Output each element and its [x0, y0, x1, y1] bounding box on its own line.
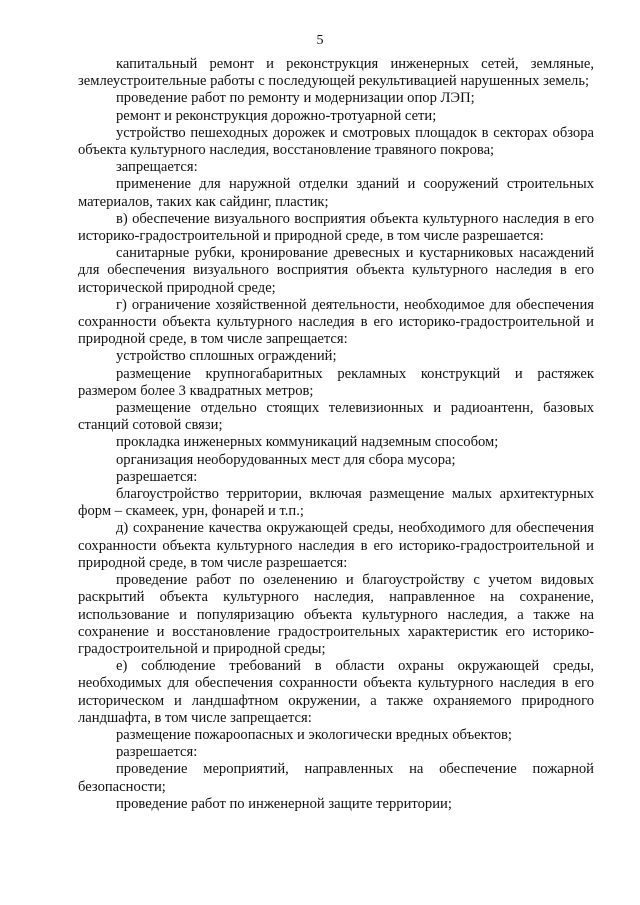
paragraph: размещение крупногабаритных рекламных конструкций и растяжек размером более 3 квадратных метров; [78, 365, 594, 399]
paragraph: благоустройство территории, включая размещение малых архитектурных форм – скамеек, урн, фонарей и т.п.; [78, 486, 594, 520]
paragraph: проведение мероприятий, направленных на обеспечение пожарной безопасности; [78, 761, 594, 795]
paragraph: в) обеспечение визуального восприятия объекта культурного наследия в его историко-градостроительной и природной среде, в том числе разрешается: [78, 210, 594, 245]
paragraph: размещение отдельно стоящих телевизионных и радиоантенн, базовых станций сотовой связи; [78, 400, 594, 434]
paragraph: ремонт и реконструкция дорожно-тротуарной сети; [116, 107, 437, 124]
paragraph: устройство пешеходных дорожек и смотровых площадок в секторах обзора объекта культурного наследия, восстановление травяного покрова; [78, 124, 594, 159]
paragraph: запрещается: [116, 159, 198, 176]
paragraph: г) ограничение хозяйственной деятельности, необходимое для обеспечения сохранности объекта культурного наследия в его историко-градостроительной и природной среде, в том числе запрещается: [78, 296, 594, 348]
paragraph: проведение работ по ремонту и модернизации опор ЛЭП; [116, 90, 475, 107]
paragraph: применение для наружной отделки зданий и сооружений строительных материалов, таких как сайдинг, пластик; [78, 176, 594, 210]
paragraph: санитарные рубки, кронирование древесных и кустарниковых насаждений для обеспечения визуального восприятия объекта культурного наследия в его исторической природной среде; [78, 245, 594, 296]
page-number: 5 [316, 33, 324, 48]
paragraph: д) сохранение качества окружающей среды, необходимого для обеспечения сохранности объекта культурного наследия в его историко-градостроительной и природной среде, в том числе разрешается: [78, 520, 594, 571]
paragraph: разрешается: [116, 744, 198, 761]
paragraph: проведение работ по инженерной защите территории; [116, 795, 452, 812]
paragraph: устройство сплошных ограждений; [116, 348, 337, 365]
paragraph: капитальный ремонт и реконструкция инженерных сетей, земляные, землеустроительные работы с последующей рекультивацией нарушенных земель; [78, 56, 594, 90]
paragraph: прокладка инженерных коммуникаций надземным способом; [116, 434, 499, 451]
paragraph: разрешается: [116, 468, 198, 485]
document-body [78, 56, 594, 813]
paragraph: организация необорудованных мест для сбора мусора; [116, 451, 456, 468]
paragraph: е) соблюдение требований в области охраны окружающей среды, необходимых для обеспечения сохранности объекта культурного наследия в его историческом и ландшафтном окружении, а также охраняемого природного ландшафта, в том числе запрещается: [78, 658, 594, 726]
paragraph: размещение пожароопасных и экологически вредных объектов; [116, 726, 512, 743]
paragraph: проведение работ по озеленению и благоустройству с учетом видовых раскрытий объекта культурного наследия, направленное на сохранение, использование и популяризацию объекта культурного наследия, а также на сохранение и восстановление градостроительных характеристик его историко-градостроительной и природной среды; [78, 572, 594, 657]
